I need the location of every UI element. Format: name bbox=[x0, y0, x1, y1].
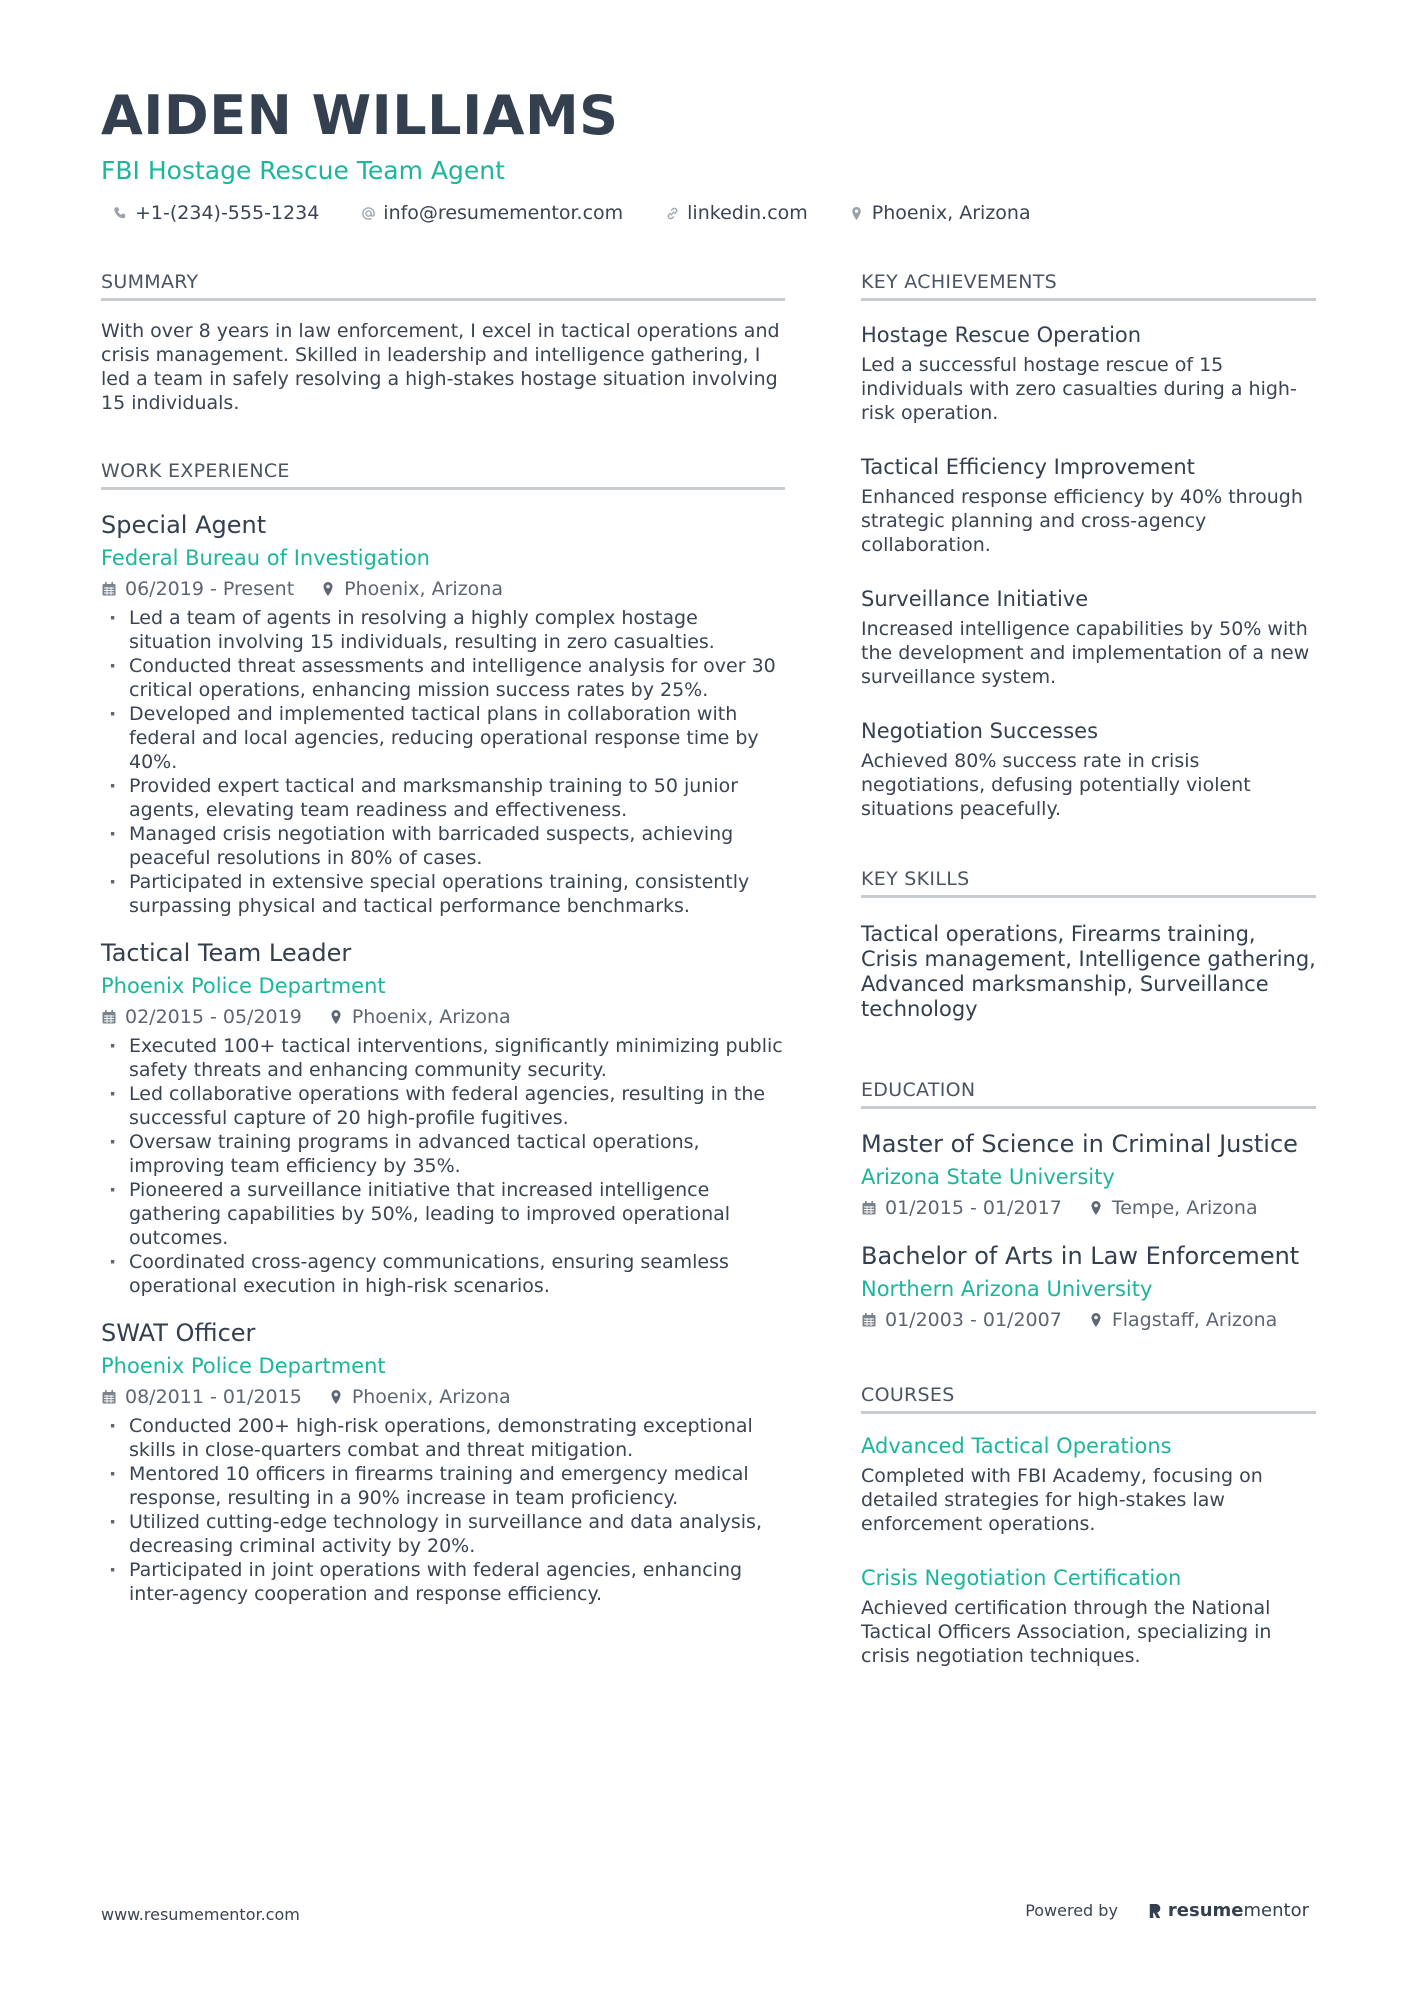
calendar-icon bbox=[101, 1009, 117, 1025]
location-pin-icon bbox=[328, 1389, 344, 1405]
contact-linkedin[interactable] bbox=[663, 202, 808, 224]
location-pin-icon bbox=[848, 204, 866, 222]
brand-bold: resume bbox=[1167, 1900, 1244, 1921]
achievement-text: Increased intelligence capabilities by 50% with the development and implementation of a new surveillance system. bbox=[861, 618, 1310, 688]
achievement-item bbox=[861, 453, 1316, 557]
achievement-text: Led a successful hostage rescue of 15 individuals with zero casualties during a high-risk operation. bbox=[861, 354, 1297, 424]
calendar-icon bbox=[861, 1200, 877, 1216]
job-bullet: · Developed and implemented tactical plans in collaboration with federal and local agencies, reducing operational response time by 40%. bbox=[101, 702, 785, 774]
job-bullet: · Executed 100+ tactical interventions, significantly minimizing public safety threats and enhancing community security. bbox=[101, 1034, 785, 1082]
job-location-text: Phoenix, Arizona bbox=[351, 1006, 511, 1028]
location-text: Phoenix, Arizona bbox=[871, 202, 1031, 224]
job-bullet: · Participated in extensive special operations training, consistently surpassing physical and tactical performance benchmarks. bbox=[101, 870, 785, 918]
education-meta bbox=[861, 1195, 1316, 1221]
school-name: Northern Arizona University bbox=[861, 1277, 1153, 1301]
job-dates-text: 02/2015 - 05/2019 bbox=[125, 1006, 302, 1028]
education-section bbox=[861, 1078, 1316, 1333]
achievement-title: Hostage Rescue Operation bbox=[861, 323, 1142, 347]
courses-section bbox=[861, 1383, 1316, 1668]
job-meta bbox=[101, 1004, 785, 1030]
education-item bbox=[861, 1129, 1316, 1221]
job-title: SWAT Officer bbox=[101, 1319, 256, 1347]
degree-title: Bachelor of Arts in Law Enforcement bbox=[861, 1242, 1300, 1270]
school-name: Arizona State University bbox=[861, 1165, 1115, 1189]
job-dates-text: 06/2019 - Present bbox=[125, 578, 295, 600]
brand-logo[interactable] bbox=[1148, 1900, 1309, 1921]
job-location bbox=[328, 1384, 511, 1410]
education-item bbox=[861, 1241, 1316, 1333]
job-bullet: · Conducted 200+ high-risk operations, demonstrating exceptional skills in close-quarters combat and threat mitigation. bbox=[101, 1414, 785, 1462]
skills-section bbox=[861, 867, 1316, 1022]
education-location-text: Tempe, Arizona bbox=[1111, 1197, 1258, 1219]
job-bullets bbox=[101, 1414, 785, 1606]
education-location bbox=[1088, 1195, 1258, 1221]
job-bullet: · Led a team of agents in resolving a highly complex hostage situation involving 15 individuals, resulting in zero casualties. bbox=[101, 606, 785, 654]
job-bullets bbox=[101, 606, 785, 918]
job-bullet: · Provided expert tactical and marksmanship training to 50 junior agents, elevating team readiness and effectiveness. bbox=[101, 774, 785, 822]
calendar-icon bbox=[101, 1389, 117, 1405]
job-entry bbox=[101, 1318, 785, 1606]
skills-heading: KEY SKILLS bbox=[861, 867, 1316, 898]
course-text: Completed with FBI Academy, focusing on detailed strategies for high-stakes law enforcement operations. bbox=[861, 1465, 1263, 1535]
education-heading: EDUCATION bbox=[861, 1078, 1316, 1109]
job-location bbox=[320, 576, 503, 602]
job-bullet: · Oversaw training programs in advanced tactical operations, improving team efficiency by 35%. bbox=[101, 1130, 785, 1178]
left-column bbox=[101, 270, 785, 1606]
job-company: Phoenix Police Department bbox=[101, 1354, 386, 1378]
course-title: Crisis Negotiation Certification bbox=[861, 1566, 1182, 1590]
email-text: info@resumementor.com bbox=[383, 202, 624, 224]
work-section bbox=[101, 459, 785, 1606]
location-pin-icon bbox=[1088, 1312, 1104, 1328]
brand-light: mentor bbox=[1243, 1900, 1309, 1921]
contact-location bbox=[848, 202, 1031, 224]
achievement-item bbox=[861, 585, 1316, 689]
right-column bbox=[861, 270, 1316, 1696]
education-dates bbox=[861, 1307, 1062, 1333]
footer-website[interactable]: www.resumementor.com bbox=[101, 1905, 300, 1924]
linkedin-text: linkedin.com bbox=[687, 202, 808, 224]
resumementor-logo-icon bbox=[1148, 1902, 1162, 1920]
achievement-item bbox=[861, 717, 1316, 821]
phone-text: +1-(234)-555-1234 bbox=[135, 202, 320, 224]
candidate-title: FBI Hostage Rescue Team Agent bbox=[101, 156, 505, 185]
achievements-heading: KEY ACHIEVEMENTS bbox=[861, 270, 1316, 301]
job-location bbox=[328, 1004, 511, 1030]
contact-email[interactable] bbox=[359, 202, 623, 224]
education-dates-text: 01/2003 - 01/2007 bbox=[885, 1309, 1062, 1331]
education-location-text: Flagstaff, Arizona bbox=[1111, 1309, 1278, 1331]
contact-bar bbox=[101, 202, 1309, 224]
achievement-title: Surveillance Initiative bbox=[861, 587, 1089, 611]
education-dates bbox=[861, 1195, 1062, 1221]
summary-text: With over 8 years in law enforcement, I excel in tactical operations and crisis management. Skilled in leadership and intelligence gathering, I led a team in safely resolving a high-stakes hostage situation involving 15 individuals. bbox=[101, 320, 780, 414]
header bbox=[101, 84, 1309, 224]
summary-heading: SUMMARY bbox=[101, 270, 785, 301]
course-item bbox=[861, 1564, 1316, 1668]
achievement-text: Enhanced response efficiency by 40% through strategic planning and cross-agency collaboration. bbox=[861, 486, 1303, 556]
degree-title: Master of Science in Criminal Justice bbox=[861, 1130, 1298, 1158]
phone-icon bbox=[111, 204, 129, 222]
job-dates bbox=[101, 1004, 302, 1030]
achievement-title: Tactical Efficiency Improvement bbox=[861, 455, 1195, 479]
footer-powered bbox=[1025, 1900, 1309, 1921]
location-pin-icon bbox=[328, 1009, 344, 1025]
achievement-item bbox=[861, 321, 1316, 425]
work-heading: WORK EXPERIENCE bbox=[101, 459, 785, 490]
job-bullet: · Participated in joint operations with federal agencies, enhancing inter-agency cooperation and response efficiency. bbox=[101, 1558, 785, 1606]
job-dates bbox=[101, 1384, 302, 1410]
job-bullet: · Utilized cutting-edge technology in surveillance and data analysis, decreasing criminal activity by 20%. bbox=[101, 1510, 785, 1558]
course-item bbox=[861, 1432, 1316, 1536]
location-pin-icon bbox=[1088, 1200, 1104, 1216]
at-icon bbox=[359, 204, 377, 222]
achievements-section bbox=[861, 270, 1316, 821]
location-pin-icon bbox=[320, 581, 336, 597]
calendar-icon bbox=[101, 581, 117, 597]
job-bullet: · Mentored 10 officers in firearms training and emergency medical response, resulting in a 90% increase in team proficiency. bbox=[101, 1462, 785, 1510]
job-bullets bbox=[101, 1034, 785, 1298]
job-dates-text: 08/2011 - 01/2015 bbox=[125, 1386, 302, 1408]
courses-heading: COURSES bbox=[861, 1383, 1316, 1414]
skills-text: Tactical operations, Firearms training, Crisis management, Intelligence gathering, Advanced marksmanship, Surveillance technology bbox=[861, 922, 1316, 1021]
job-bullet: · Managed crisis negotiation with barricaded suspects, achieving peaceful resolutions in 80% of cases. bbox=[101, 822, 785, 870]
education-meta bbox=[861, 1307, 1316, 1333]
job-title: Tactical Team Leader bbox=[101, 939, 352, 967]
job-entry bbox=[101, 938, 785, 1298]
job-meta bbox=[101, 576, 785, 602]
course-title: Advanced Tactical Operations bbox=[861, 1434, 1172, 1458]
job-company: Federal Bureau of Investigation bbox=[101, 546, 430, 570]
job-location-text: Phoenix, Arizona bbox=[344, 578, 503, 600]
summary-section bbox=[101, 270, 785, 415]
calendar-icon bbox=[861, 1312, 877, 1328]
achievement-text: Achieved 80% success rate in crisis negotiations, defusing potentially violent situations peacefully. bbox=[861, 750, 1251, 820]
education-location bbox=[1088, 1307, 1277, 1333]
job-bullet: · Pioneered a surveillance initiative that increased intelligence gathering capabilities by 50%, leading to improved operational outcomes. bbox=[101, 1178, 785, 1250]
job-dates bbox=[101, 576, 294, 602]
job-title: Special Agent bbox=[101, 511, 267, 539]
link-icon bbox=[663, 204, 681, 222]
contact-phone bbox=[111, 202, 319, 224]
course-text: Achieved certification through the National Tactical Officers Association, specializing in crisis negotiation techniques. bbox=[861, 1597, 1272, 1667]
job-entry bbox=[101, 510, 785, 918]
candidate-name: AIDEN WILLIAMS bbox=[101, 84, 619, 147]
job-bullet: · Conducted threat assessments and intelligence analysis for over 30 critical operations, enhancing mission success rates by 25%. bbox=[101, 654, 785, 702]
job-company: Phoenix Police Department bbox=[101, 974, 386, 998]
job-bullet: · Coordinated cross-agency communications, ensuring seamless operational execution in high-risk scenarios. bbox=[101, 1250, 785, 1298]
achievement-title: Negotiation Successes bbox=[861, 719, 1099, 743]
education-dates-text: 01/2015 - 01/2017 bbox=[885, 1197, 1062, 1219]
powered-by-text: Powered by bbox=[1025, 1901, 1118, 1920]
job-meta bbox=[101, 1384, 785, 1410]
job-location-text: Phoenix, Arizona bbox=[351, 1386, 511, 1408]
job-bullet: · Led collaborative operations with federal agencies, resulting in the successful capture of 20 high-profile fugitives. bbox=[101, 1082, 785, 1130]
